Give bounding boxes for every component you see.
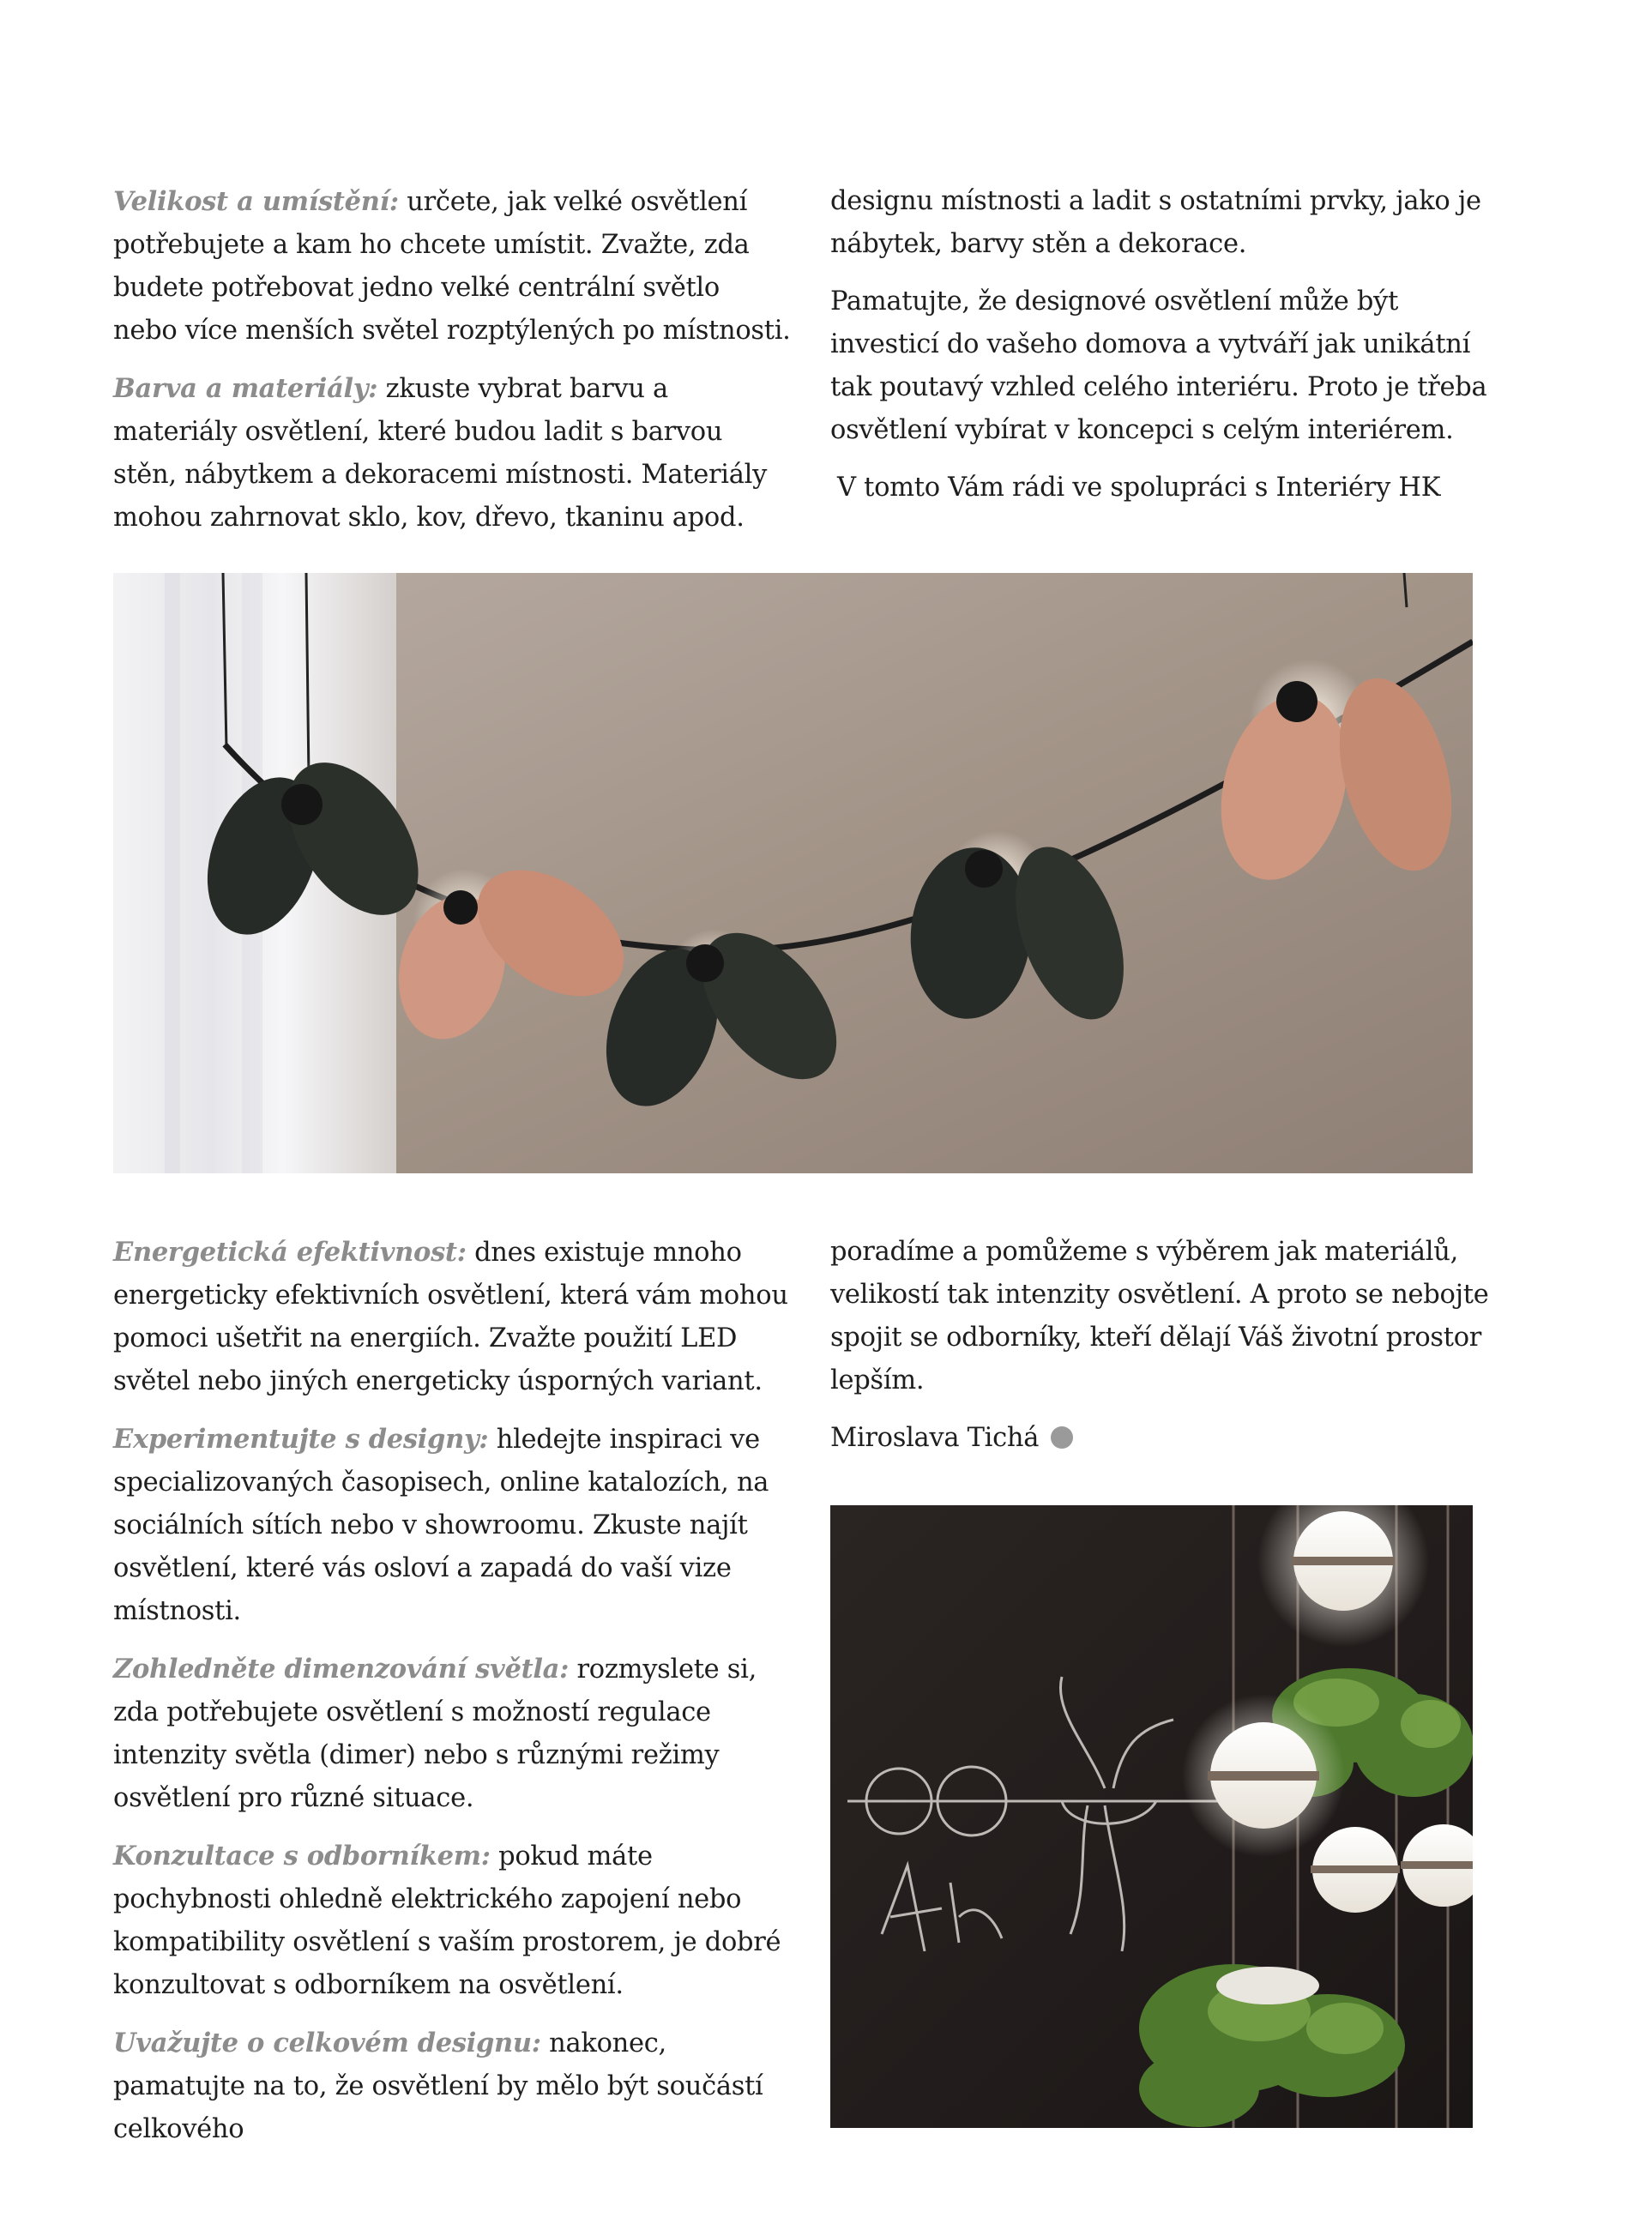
paragraph-lead: Zohledněte dimenzování světla: (113, 1654, 570, 1685)
text-column-bottom-right (830, 1231, 1508, 1474)
end-mark-dot-icon (1051, 1426, 1073, 1449)
paragraph (113, 1835, 791, 2007)
paragraph: designu místnosti a ladit s ostatními prvky, jako je nábytek, barvy stěn a dekorace. (830, 186, 1481, 259)
paragraph-body: dnes existuje mnoho energeticky efektivních osvětlení, která vám mohou pomoci ušetřit na energiích. Zvažte použití LED světel nebo jiných energeticky úsporných variant. (113, 1238, 788, 1396)
text-column-bottom-left (113, 1231, 791, 2166)
paragraph-lead: Experimentujte s designy: (113, 1424, 489, 1455)
text-column-top-left (113, 180, 791, 554)
paragraph-lead: Konzultace s odborníkem: (113, 1841, 491, 1871)
paragraph (113, 367, 791, 539)
paragraph-lead: Energetická efektivnost: (113, 1237, 467, 1268)
paragraph (113, 2022, 791, 2151)
paragraph-lead: Uvažujte o celkovém designu: (113, 2028, 541, 2058)
paragraph-lead: Velikost a umístění: (113, 186, 399, 217)
paragraph (113, 1231, 791, 1403)
paragraph-lead: Barva a materiály: (113, 373, 378, 404)
paragraph-body: rozmyslete si, zda potřebujete osvětlení s možností regulace intenzity světla (dimer) nebo s různými režimy osvětlení pro různé situace. (113, 1654, 757, 1813)
paragraph-body: pokud máte pochybnosti ohledně elektrického zapojení nebo kompatibility osvětlení s vaším prostorem, je dobré konzultovat s odborníkem na osvětlení. (113, 1841, 781, 2000)
author-line (830, 1417, 1508, 1460)
text-column-top-right (830, 180, 1508, 524)
paragraph-body: hledejte inspiraci ve specializovaných časopisech, online katalozích, na sociálních sítích nebo v showroomu. Zkuste najít osvětlení, které vás osloví a zapadá do vaší vize místnosti. (113, 1425, 769, 1626)
author-name: Miroslava Tichá (830, 1423, 1040, 1453)
paragraph: Pamatujte, že designové osvětlení může být investicí do vašeho domova a vytváří jak unikátní tak poutavý vzhled celého interiéru. Proto je třeba osvětlení vybírat v koncepci s celým interiérem. (830, 286, 1487, 445)
paragraph (113, 1418, 791, 1633)
paragraph (113, 180, 791, 353)
collaboration-credit: V tomto Vám rádi ve spolupráci s Interiéry HK (837, 473, 1441, 503)
paragraph-body: zkuste vybrat barvu a materiály osvětlení, které budou ladit s barvou stěn, nábytkem a dekoracemi místnosti. Materiály mohou zahrnovat sklo, kov, dřevo, tkaninu apod. (113, 374, 768, 533)
paragraph-body: nakonec, pamatujte na to, že osvětlení by mělo být součástí celkového (113, 2028, 763, 2144)
paragraph (113, 1648, 791, 1820)
paragraph: poradíme a pomůžeme s výběrem jak materiálů, velikostí tak intenzity osvětlení. A proto se nebojte spojit se odborníky, kteří dělají Váš životní prostor lepším. (830, 1237, 1489, 1395)
paragraph-body: určete, jak velké osvětlení potřebujete a kam ho chcete umístit. Zvažte, zda budete potřebovat jedno velké centrální světlo nebo více menších světel rozptýlených po místnosti. (113, 187, 791, 346)
pendant-lamp-photo (113, 573, 1473, 1173)
globe-lamps-photo (830, 1505, 1473, 2128)
